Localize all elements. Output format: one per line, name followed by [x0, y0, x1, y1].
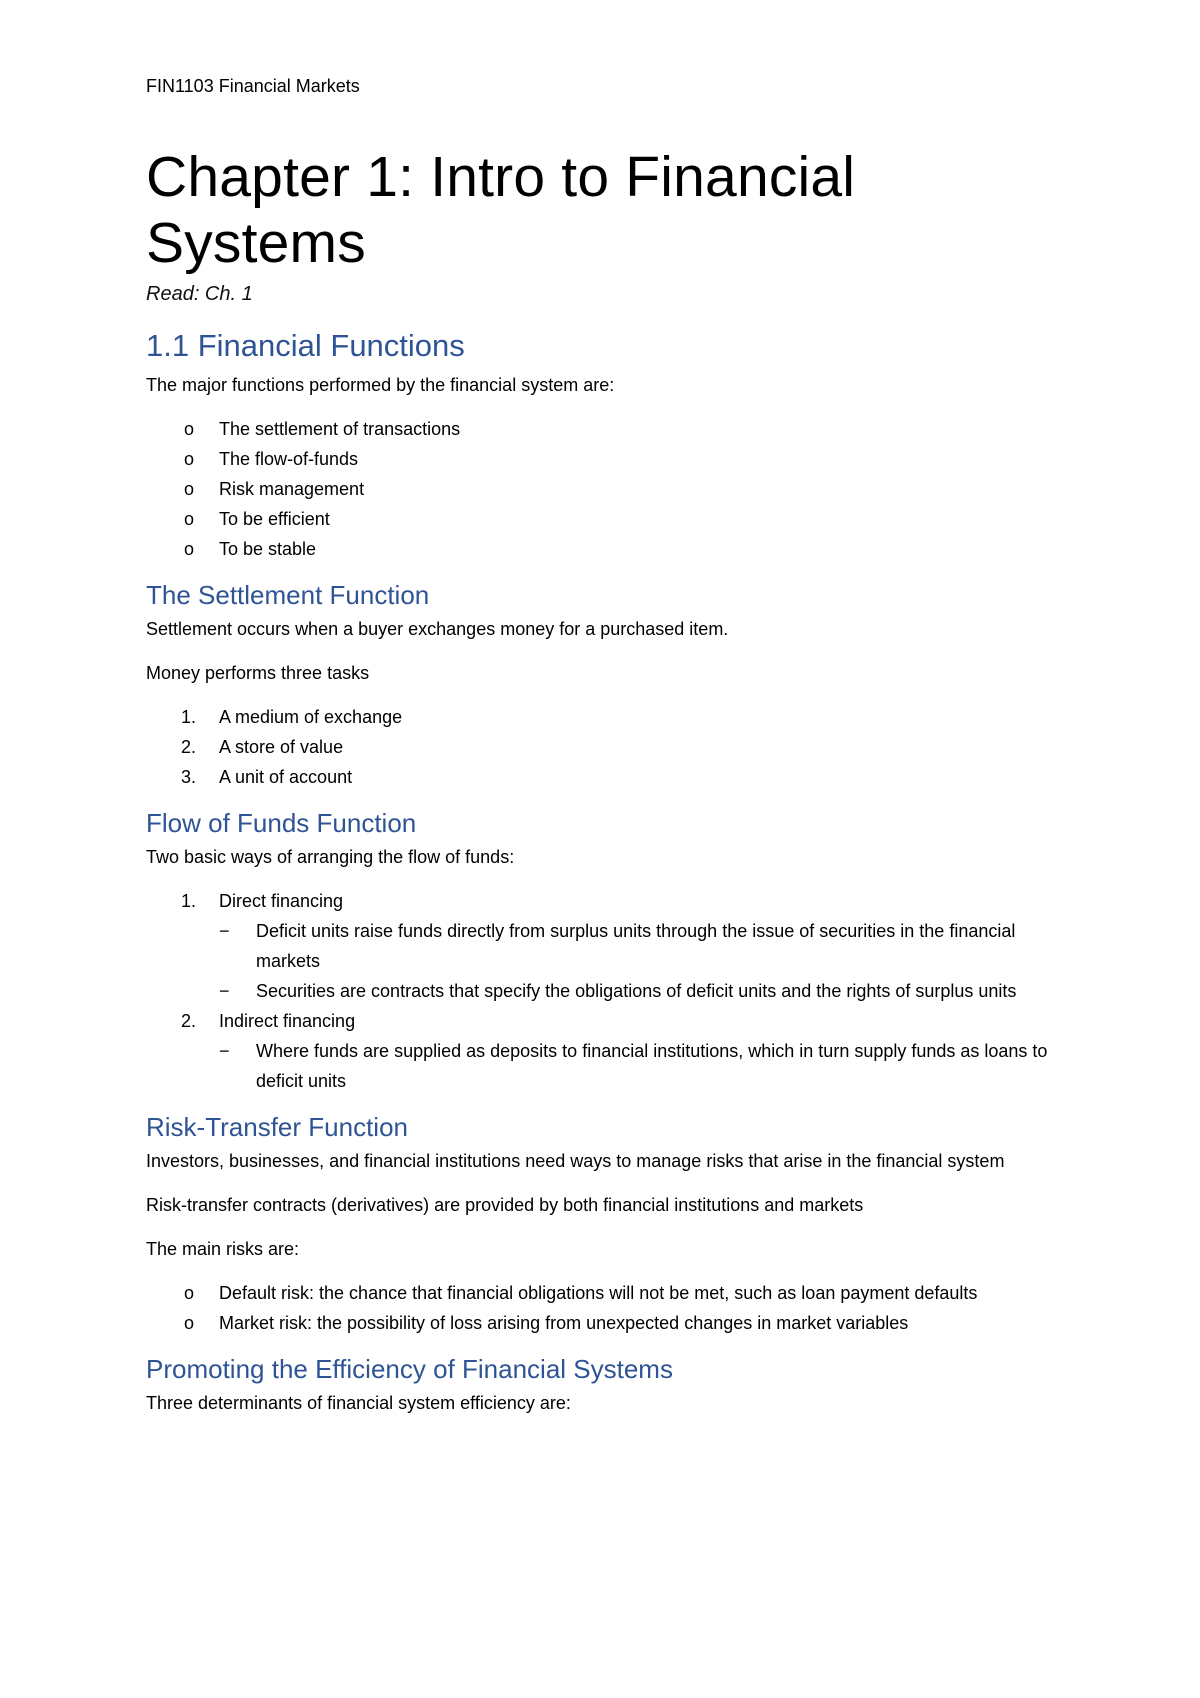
- list-item: 2. A store of value: [146, 732, 1066, 762]
- list-item: o Default risk: the chance that financial obligations will not be met, such as loan payment defaults: [146, 1278, 1066, 1308]
- financial-functions-list: [146, 414, 1066, 564]
- settlement-paragraph: Settlement occurs when a buyer exchanges money for a purchased item.: [146, 619, 729, 639]
- page-title: Chapter 1: Intro to Financial Systems: [146, 145, 856, 275]
- bullet-marker: o: [184, 1283, 195, 1303]
- risk-paragraph-3: The main risks are:: [146, 1239, 300, 1259]
- dash-marker: −: [219, 921, 230, 941]
- list-number: 2.: [181, 737, 197, 757]
- main-risks-list: [146, 1278, 1066, 1338]
- bullet-marker: o: [184, 539, 195, 559]
- money-tasks-paragraph: Money performs three tasks: [146, 663, 370, 683]
- list-number: 2.: [181, 1011, 197, 1031]
- risk-paragraph-1: Investors, businesses, and financial institutions need ways to manage risks that arise in the financial system: [146, 1151, 1005, 1171]
- list-item: o The settlement of transactions: [146, 414, 1066, 444]
- list-item: o The flow-of-funds: [146, 444, 1066, 474]
- reading-note: Read: Ch. 1: [146, 283, 253, 305]
- section-heading-financial-functions: 1.1 Financial Functions: [146, 328, 465, 363]
- sub-list: [219, 1036, 1066, 1096]
- dash-marker: −: [219, 981, 230, 1001]
- financial-functions-intro: The major functions performed by the financial system are:: [146, 375, 615, 395]
- section-heading-risk-transfer: Risk-Transfer Function: [146, 1112, 408, 1142]
- bullet-marker: o: [184, 1313, 195, 1333]
- money-tasks-list: [146, 702, 1066, 792]
- section-heading-settlement: The Settlement Function: [146, 580, 430, 610]
- list-item: 2. Indirect financing − Where funds are supplied as deposits to financial institutions, which in turn supply funds as loans to deficit units: [146, 1006, 1066, 1096]
- list-item: 1. Direct financing − Deficit units raise funds directly from surplus units through the issue of securities in the financial markets − Securities are contracts that specify the obligations of deficit units and the rights of surplus units: [146, 886, 1066, 1006]
- section-heading-flow-of-funds: Flow of Funds Function: [146, 808, 417, 838]
- sub-list: [219, 916, 1066, 1006]
- list-number: 1.: [181, 891, 197, 911]
- list-number: 3.: [181, 767, 197, 787]
- flow-of-funds-intro: Two basic ways of arranging the flow of funds:: [146, 847, 515, 867]
- sub-list-item: − Deficit units raise funds directly from surplus units through the issue of securities in the financial markets: [219, 916, 1066, 976]
- bullet-marker: o: [184, 479, 195, 499]
- bullet-marker: o: [184, 449, 195, 469]
- list-item: 1. A medium of exchange: [146, 702, 1066, 732]
- efficiency-intro: Three determinants of financial system efficiency are:: [146, 1393, 571, 1413]
- sub-list-item: − Where funds are supplied as deposits to financial institutions, which in turn supply funds as loans to deficit units: [219, 1036, 1066, 1096]
- sub-list-item: − Securities are contracts that specify the obligations of deficit units and the rights of surplus units: [219, 976, 1066, 1006]
- course-header: FIN1103 Financial Markets: [146, 76, 360, 96]
- list-item: o Risk management: [146, 474, 1066, 504]
- list-number: 1.: [181, 707, 197, 727]
- flow-of-funds-list: [146, 886, 1066, 1096]
- document-content: [146, 72, 1066, 1432]
- dash-marker: −: [219, 1041, 230, 1061]
- bullet-marker: o: [184, 509, 195, 529]
- list-item: o Market risk: the possibility of loss arising from unexpected changes in market variables: [146, 1308, 1066, 1338]
- list-item: 3. A unit of account: [146, 762, 1066, 792]
- risk-paragraph-2: Risk-transfer contracts (derivatives) are provided by both financial institutions and markets: [146, 1195, 864, 1215]
- list-item: o To be efficient: [146, 504, 1066, 534]
- list-item: o To be stable: [146, 534, 1066, 564]
- section-heading-efficiency: Promoting the Efficiency of Financial Systems: [146, 1354, 673, 1384]
- bullet-marker: o: [184, 419, 195, 439]
